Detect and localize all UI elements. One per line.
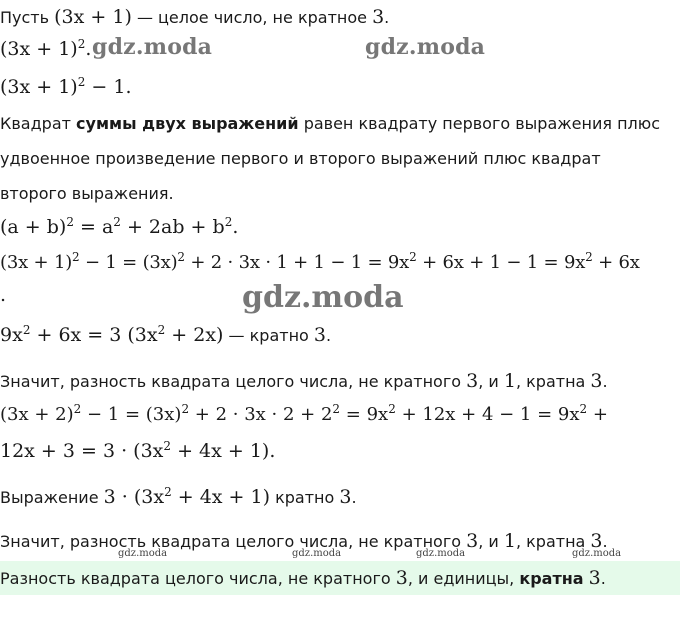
number: 3 [313,324,327,346]
math: (3x + 2) [0,404,74,425]
math: − 1 = (3x) [81,404,182,425]
number: 3 [372,6,385,28]
math: 9x [0,324,23,346]
math-expression: (3x + 1) [0,38,78,60]
math-line-2 [0,38,91,60]
expression-line-14 [0,486,357,508]
exponent: 2 [77,36,86,51]
formula-line-8 [0,249,640,273]
answer-box [0,561,680,595]
math: + 6x = 3 (3x [30,324,158,346]
watermark: gdz.moda [416,548,466,559]
text: равен квадрату первого выражения плюс [298,114,661,133]
math: + [587,404,608,425]
exponent: 2 [585,249,593,264]
math: 3 · (3x [103,486,165,508]
exponent: 2 [113,214,121,229]
watermark: gdz.moda [365,34,486,60]
math: − 1 = (3x) [79,252,178,273]
math: + 2x) [165,324,224,346]
text: , и [478,372,504,391]
math: = 9x [340,404,389,425]
math-period: . [85,38,92,60]
text: Значит, разность квадрата целого числа, не кратного [0,532,467,551]
watermark: gdz.moda [92,34,213,60]
statement-line-1 [0,6,389,28]
text: , и [478,532,504,551]
exponent: 2 [181,401,190,416]
number: 3 [395,567,408,589]
number: 3 [590,530,603,552]
text: , и единицы, [407,569,520,588]
exponent: 2 [164,484,172,499]
bold-text: суммы двух выражений [76,114,299,133]
exponent: 2 [73,401,82,416]
math: (3x + 1) [0,252,73,273]
text: . [326,326,332,345]
text-line-4 [0,114,660,133]
formula-line-10 [0,324,331,346]
math: . [232,216,239,238]
number: 3 [339,486,352,508]
watermark: gdz.moda [292,548,342,559]
math-expression: − 1. [85,76,132,98]
text: Квадрат [0,114,77,133]
text: . [600,569,606,588]
math: + 12x + 4 − 1 = 9x [395,404,580,425]
math: + 2 · 3x · 2 + 2 [189,404,333,425]
exponent: 2 [72,249,80,264]
watermark: gdz.moda [242,280,404,315]
text-line-5: удвоенное произведение первого и второго выражений плюс квадрат [0,149,601,168]
number: 3 [588,567,601,589]
math: + 4x + 1) [171,486,271,508]
text: кратно [270,488,340,507]
math: + 6x + 1 − 1 = 9x [416,252,586,273]
text: . [602,372,608,391]
formula-line-13 [0,440,275,462]
exponent: 2 [224,214,233,229]
exponent: 2 [163,438,172,453]
formula-line-12 [0,401,608,425]
math: + 6x [592,252,640,273]
math: + 2 · 3x · 1 + 1 − 1 = 9x [184,252,410,273]
text: — кратно [223,326,314,345]
answer-text [0,567,606,589]
exponent: 2 [177,249,185,264]
exponent: 2 [22,322,31,337]
text: Значит, разность квадрата целого числа, не кратного [0,372,467,391]
exponent: 2 [332,401,341,416]
math: + 2ab + b [120,216,225,238]
number: 3 [466,530,479,552]
number: 1 [503,370,516,392]
text: , кратна [515,532,591,551]
formula-period: . [0,284,7,306]
exponent: 2 [388,401,396,416]
number: 1 [503,530,516,552]
text-line-6: второго выражения. [0,184,174,203]
math: 12x + 3 = 3 · (3x [0,440,164,462]
exponent: 2 [66,214,74,229]
exponent: 2 [409,249,417,264]
watermark: gdz.moda [572,548,622,559]
number: 3 [466,370,479,392]
text: , кратна [515,372,591,391]
math-expression: (3x + 1) [0,76,78,98]
number: 3 [590,370,603,392]
text: Разность квадрата целого числа, не кратного [0,569,396,588]
math: + 4x + 1). [171,440,276,462]
exponent: 2 [77,74,86,89]
math-expression: (3x + 1) [54,6,132,28]
watermark: gdz.moda [118,548,168,559]
math: = a [73,216,114,238]
math-line-3 [0,76,132,98]
text: Выражение [0,488,104,507]
conclusion-line-11 [0,370,608,392]
bold-text: кратна [519,569,584,588]
text: . [602,532,608,551]
math: (a + b) [0,216,67,238]
formula-line-7 [0,216,238,238]
exponent: 2 [579,401,588,416]
text: — целое число, не кратное [131,8,373,27]
exponent: 2 [157,322,166,337]
text: . [351,488,357,507]
text: Пусть [0,8,55,27]
text: . [384,8,390,27]
